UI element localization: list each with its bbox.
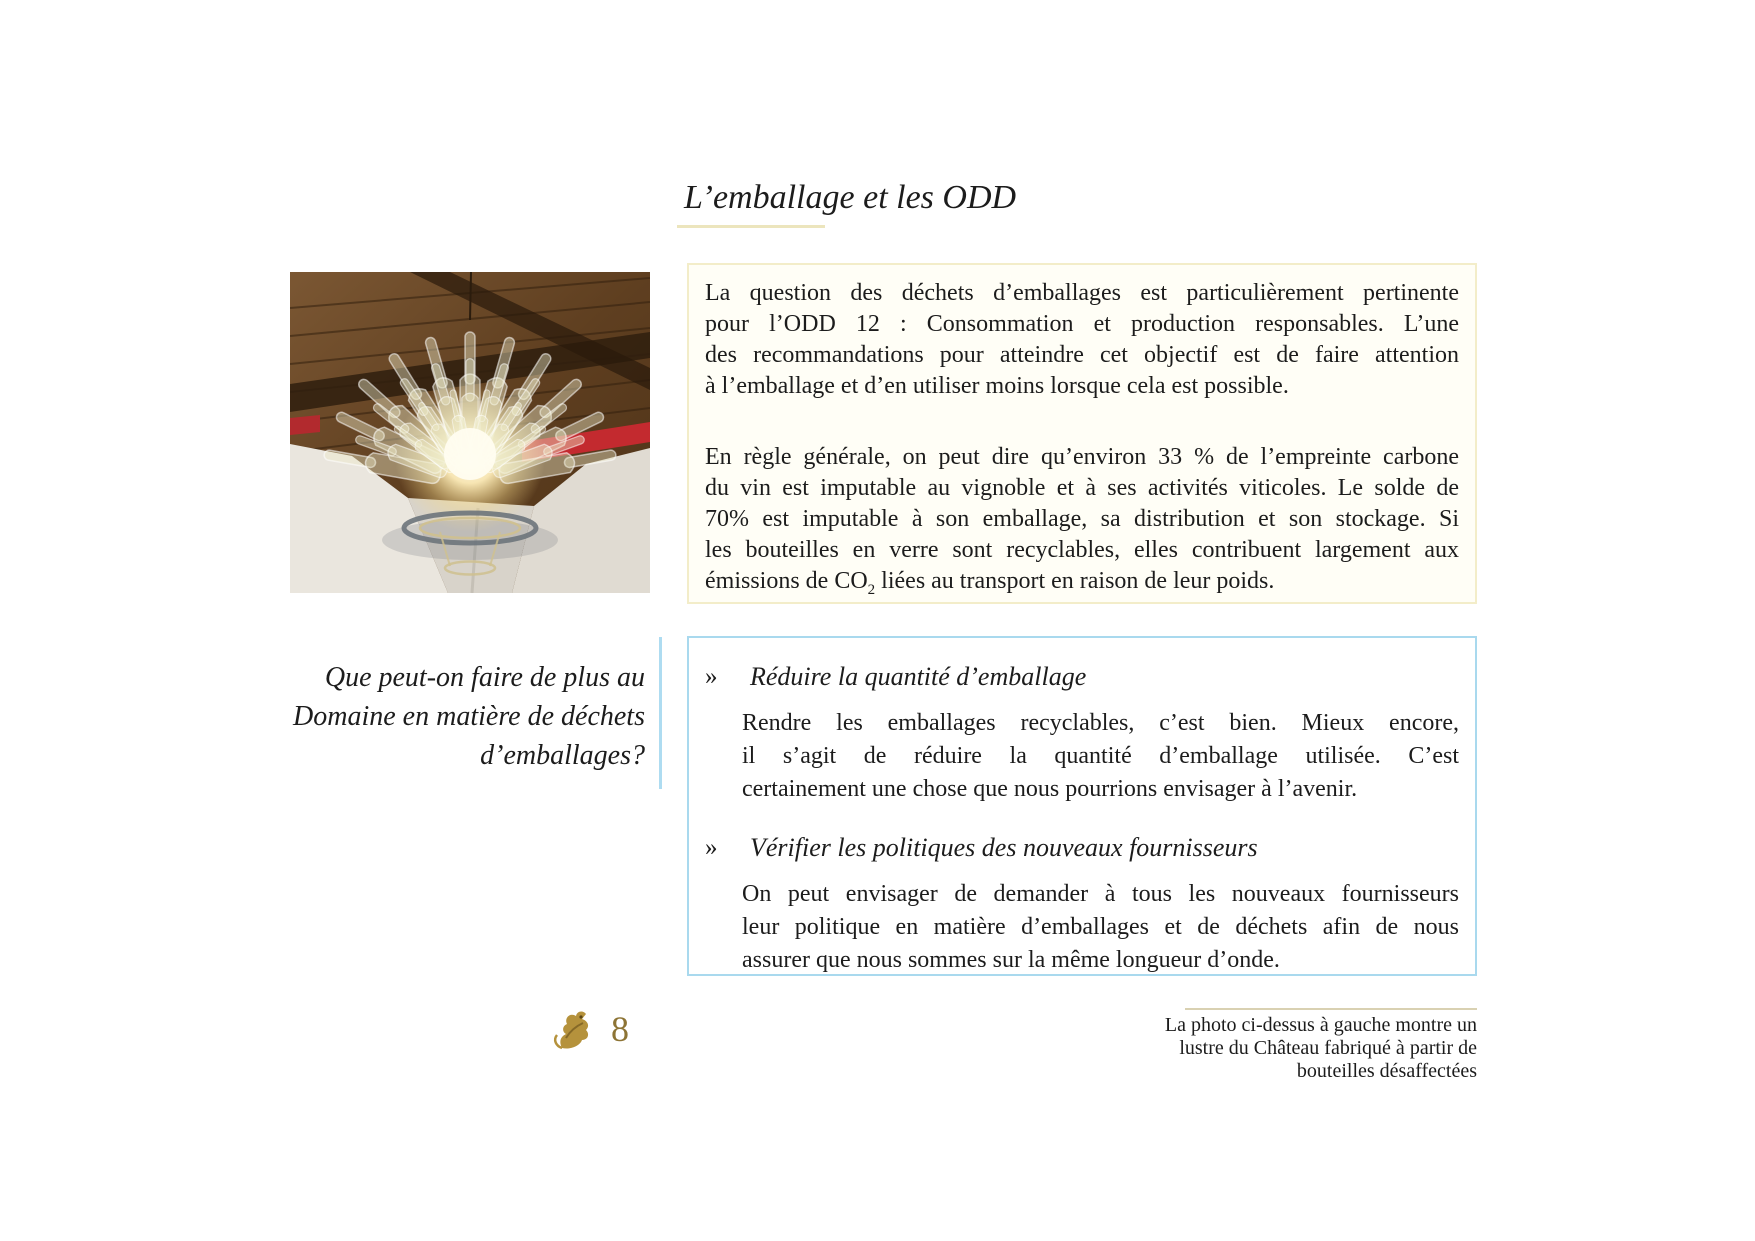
info-box [687, 263, 1477, 604]
text-line: des recommandations pour atteindre cet objectif est de faire attention [705, 342, 1459, 368]
text-line: leur politique en matière d’emballages et de déchets afin de nous [742, 914, 1459, 940]
text-line: pour l’ODD 12 : Consommation et production responsables. L’une [705, 311, 1459, 337]
photo-caption [1027, 1014, 1477, 1083]
caption-divider [1185, 1008, 1477, 1010]
text-line: En règle générale, on peut dire qu’environ 33 % de l’empreinte carbone [705, 444, 1459, 470]
text-line: il s’agit de réduire la quantité d’emballage utilisée. C’est [742, 743, 1459, 769]
info-paragraph-1 [705, 278, 1459, 402]
chandelier-photo [290, 272, 650, 593]
title-underline [677, 225, 825, 228]
co2-text-pre: émissions de CO [705, 568, 868, 594]
co2-text-post: liées au transport en raison de leur poids. [875, 568, 1275, 594]
text-line: La photo ci-dessus à gauche montre un [1164, 1014, 1477, 1036]
co2-subscript: 2 [867, 581, 876, 598]
text-line [705, 566, 1459, 606]
text-line: certainement une chose que nous pourrions envisager à l’avenir. [742, 776, 1358, 802]
text-line: à l’emballage et d’en utiliser moins lorsque cela est possible. [705, 373, 1289, 399]
page-title: L’emballage et les ODD [684, 179, 1017, 216]
action-item-title: Vérifier les politiques des nouveaux fournisseurs [750, 833, 1258, 862]
text-line: du vin est imputable au vignoble et à ses activités viticoles. Le solde de [705, 475, 1459, 501]
sidebar-rule [659, 637, 662, 789]
text-line: assurer que nous sommes sur la même longueur d’onde. [742, 947, 1280, 973]
bullet-marker: » [705, 663, 718, 690]
text-line: d’emballages? [480, 740, 645, 771]
text-line: lustre du Château fabriqué à partir de [1179, 1037, 1477, 1059]
info-paragraph-2 [705, 442, 1459, 606]
text-line: 70% est imputable à son emballage, sa distribution et son stockage. Si [705, 506, 1459, 532]
bullet-marker: » [705, 834, 718, 861]
sidebar-question [245, 658, 645, 775]
action-item-title: Réduire la quantité d’emballage [750, 662, 1087, 691]
text-line: les bouteilles en verre sont recyclables, elles contribuent largement aux [705, 537, 1459, 563]
text-line: bouteilles désaffectées [1296, 1060, 1477, 1082]
action-item [705, 831, 1459, 977]
action-item [705, 660, 1459, 806]
griffin-logo-icon [550, 1006, 598, 1054]
text-line: Domaine en matière de déchets [293, 701, 645, 732]
text-line: La question des déchets d’emballages est particulièrement pertinente [705, 280, 1459, 306]
text-line: Que peut-on faire de plus au [324, 662, 645, 693]
text-line: Rendre les emballages recyclables, c’est bien. Mieux encore, [742, 710, 1459, 736]
page-number: 8 [611, 1009, 629, 1049]
action-box [687, 636, 1477, 976]
text-line: On peut envisager de demander à tous les nouveaux fournisseurs [742, 881, 1459, 907]
